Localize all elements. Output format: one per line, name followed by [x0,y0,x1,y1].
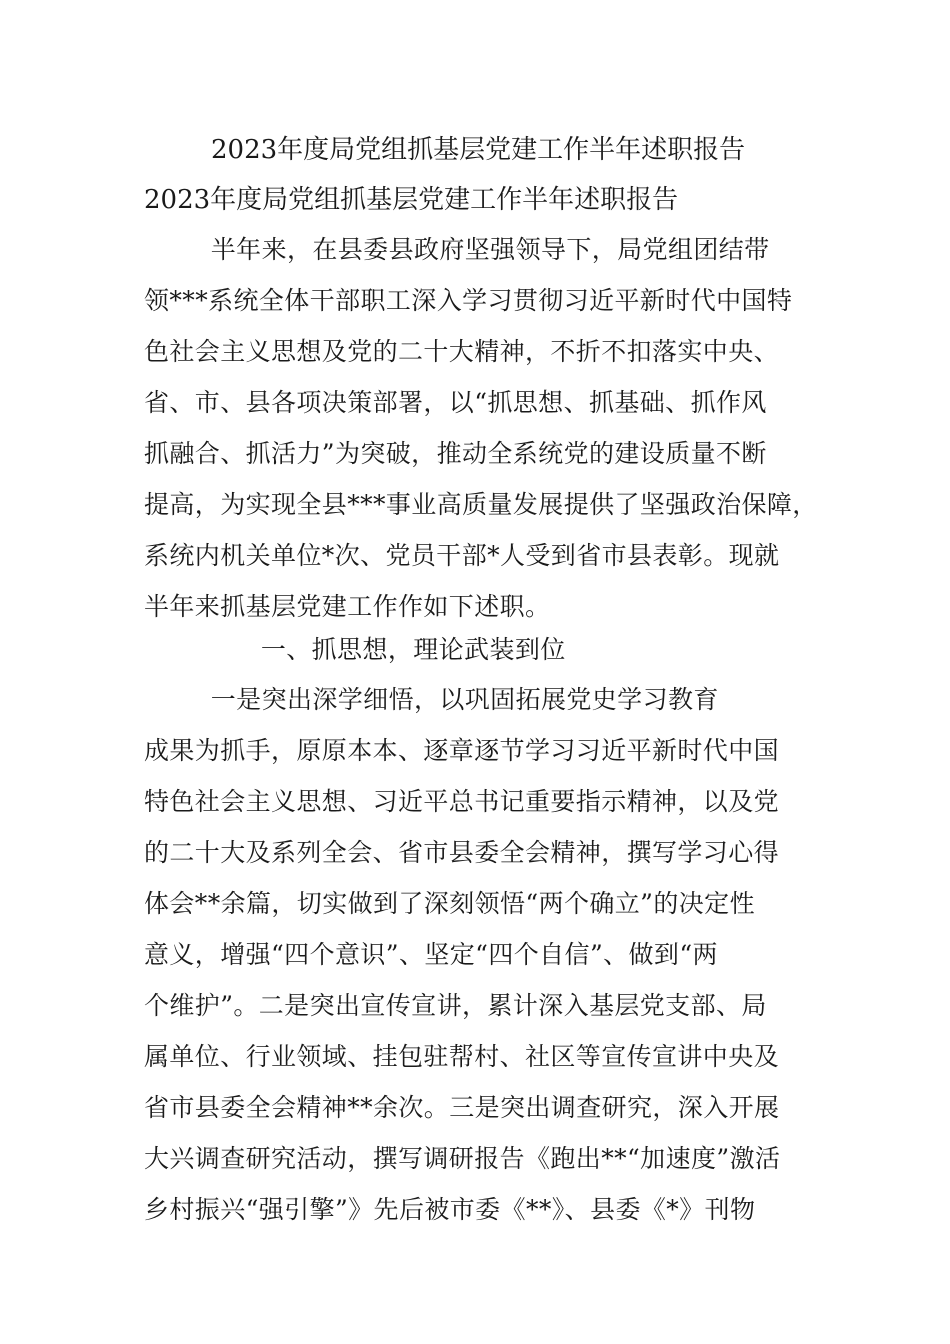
document-title: 2023年度局党组抓基层党建工作半年述职报告 [211,135,746,165]
paragraph-line: 意义，增强“四个意识”、坚定“四个自信”、做到“两 [144,940,718,969]
paragraph-line: 色社会主义思想及党的二十大精神，不折不扣落实中央、 [144,337,780,366]
paragraph-line: 一是突出深学细悟，以巩固拓展党史学习教育 [144,685,719,714]
paragraph-line: 省市县委全会精神**余次。三是突出调查研究，深入开展 [144,1093,780,1122]
paragraph-line: 半年来，在县委县政府坚强领导下，局党组团结带 [144,235,770,264]
paragraph-line: 提高，为实现全县***事业高质量发展提供了坚强政治保障， [144,490,818,519]
paragraph-line: 成果为抓手，原原本本、逐章逐节学习习近平新时代中国 [144,736,780,765]
section-heading: 一、抓思想，理论武装到位 [144,635,566,664]
paragraph-line: 的二十大及系列全会、省市县委全会精神，撰写学习心得 [144,838,780,867]
paragraph-line: 个维护”。二是突出宣传宣讲，累计深入基层党支部、局 [144,991,767,1020]
paragraph-line: 系统内机关单位*次、党员干部*人受到省市县表彰。现就 [144,541,780,570]
paragraph-line: 属单位、行业领域、挂包驻帮村、社区等宣传宣讲中央及 [144,1042,780,1071]
paragraph-line: 大兴调查研究活动，撰写调研报告《跑出**“加速度”激活 [144,1144,781,1173]
paragraph-line: 省、市、县各项决策部署，以“抓思想、抓基础、抓作风 [144,388,767,417]
paragraph-line: 领***系统全体干部职工深入学习贯彻习近平新时代中国特 [144,286,793,315]
paragraph-line: 抓融合、抓活力”为突破，推动全系统党的建设质量不断 [144,439,767,468]
paragraph-line: 体会**余篇，切实做到了深刻领悟“两个确立”的决定性 [144,889,755,918]
paragraph-line: 乡村振兴“强引擎”》先后被市委《**》、县委《*》刊物 [144,1195,756,1224]
document-subtitle: 2023年度局党组抓基层党建工作半年述职报告 [144,185,679,215]
paragraph-line: 特色社会主义思想、习近平总书记重要指示精神，以及党 [144,787,780,816]
paragraph-line: 半年来抓基层党建工作作如下述职。 [144,592,551,621]
